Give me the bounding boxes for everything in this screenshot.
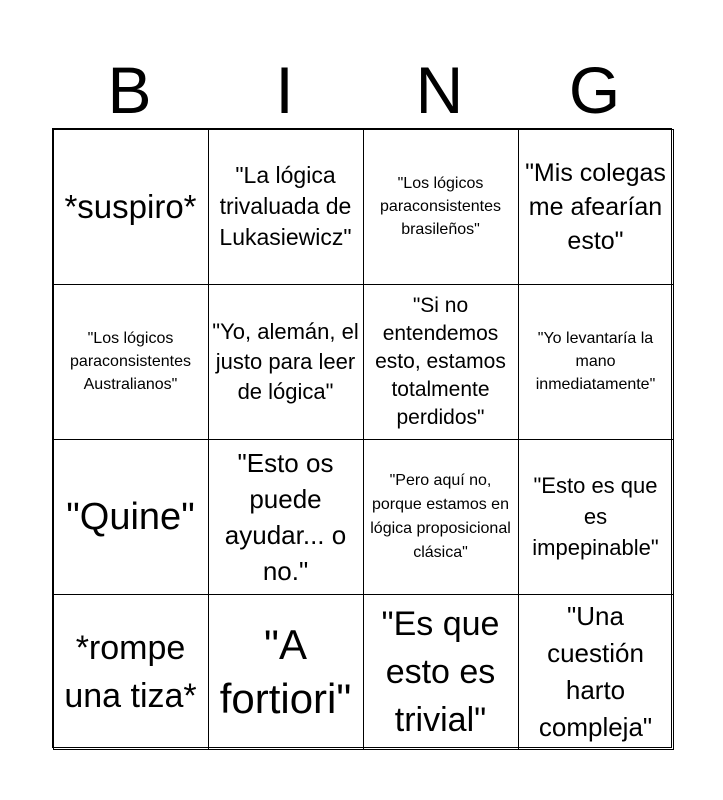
- bingo-cell[interactable]: "La lógica trivaluada de Lukasiewicz": [208, 129, 364, 285]
- bingo-cell[interactable]: "Una cuestión harto compleja": [518, 594, 674, 750]
- bingo-cell[interactable]: "Mis colegas me afearían esto": [518, 129, 674, 285]
- bingo-cell[interactable]: *suspiro*: [53, 129, 209, 285]
- bingo-cell[interactable]: "Quine": [53, 439, 209, 595]
- bingo-cell[interactable]: "Yo levantaría la mano inmediatamente": [518, 284, 674, 440]
- bingo-cell[interactable]: "Si no entendemos esto, estamos totalmente perdidos": [363, 284, 519, 440]
- header-letter-b: B: [107, 53, 152, 127]
- bingo-cell[interactable]: "Esto es que es impepinable": [518, 439, 674, 595]
- bingo-grid: [52, 128, 672, 748]
- header-letter-n: N: [415, 53, 464, 127]
- bingo-cell[interactable]: "Los lógicos paraconsistentes brasileños": [363, 129, 519, 285]
- bingo-cell[interactable]: "Esto os puede ayudar... o no.": [208, 439, 364, 595]
- header-letter-i: I: [275, 53, 294, 127]
- header-letter-g: G: [568, 53, 621, 127]
- bingo-header: [52, 52, 672, 128]
- bingo-cell[interactable]: "Es que esto es trivial": [363, 594, 519, 750]
- bingo-cell[interactable]: "Los lógicos paraconsistentes Australianos": [53, 284, 209, 440]
- bingo-cell[interactable]: "Pero aquí no, porque estamos en lógica proposicional clásica": [363, 439, 519, 595]
- bingo-cell[interactable]: "A fortiori": [208, 594, 364, 750]
- bingo-cell[interactable]: "Yo, alemán, el justo para leer de lógica": [208, 284, 364, 440]
- bingo-cell[interactable]: *rompe una tiza*: [53, 594, 209, 750]
